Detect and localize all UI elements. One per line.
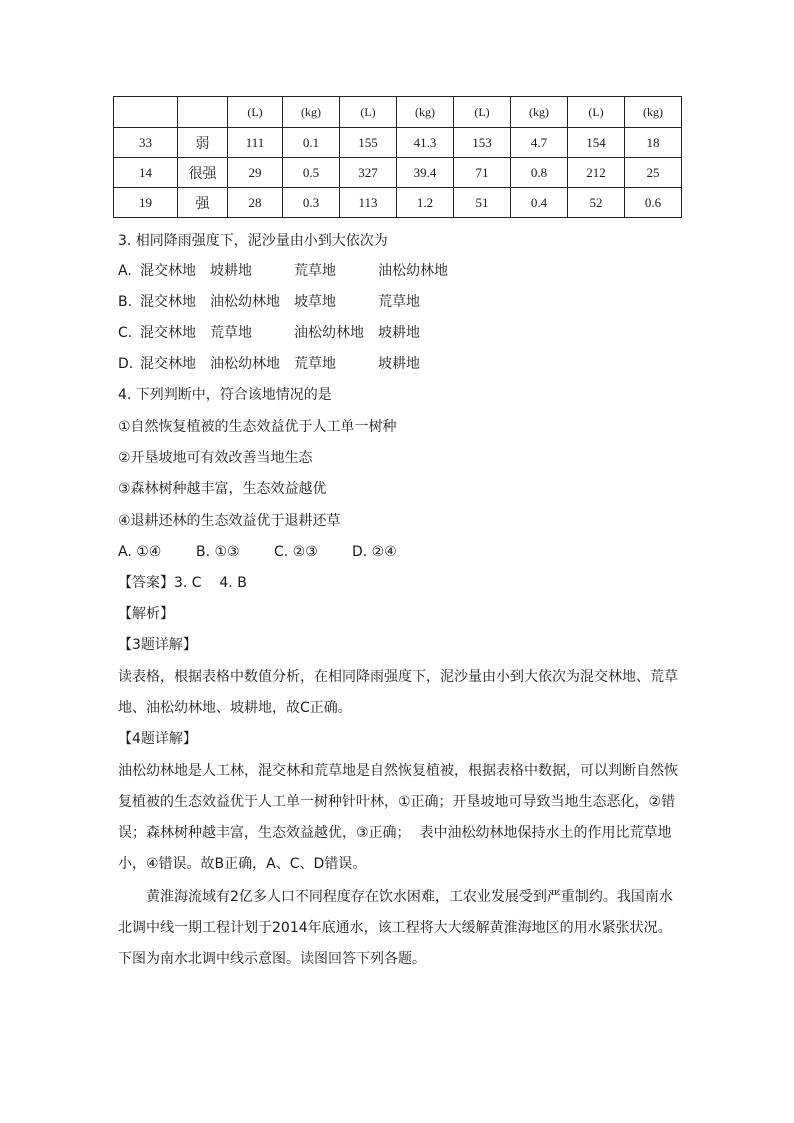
table-cell: 327 (340, 158, 397, 188)
option-item: 混交林地 (140, 263, 196, 279)
option-item: 荒草地 (378, 294, 420, 310)
answer-line: 【答案】3. C 4. B (118, 575, 247, 591)
option-item: 坡草地 (294, 294, 336, 310)
table-cell: 弱 (178, 128, 228, 158)
table-cell: 28 (228, 188, 283, 218)
question-4-statement: ①自然恢复植被的生态效益优于人工单一树种 (118, 419, 397, 435)
table-cell: 0.3 (283, 188, 340, 218)
runoff-sediment-table (113, 96, 682, 218)
option-item: 坡耕地 (378, 356, 420, 372)
table-cell: (kg) (397, 97, 454, 128)
text-line: 读表格，根据表格中数值分析，在相同降雨强度下，泥沙量由小到大依次为混交林地、荒草 (118, 669, 678, 685)
option-label: B. (118, 294, 133, 310)
option-item: D. ②④ (352, 544, 397, 560)
table-cell: 0.4 (511, 188, 568, 218)
table-cell: 很强 (178, 158, 228, 188)
table-cell: 52 (568, 188, 625, 218)
table-cell: (kg) (511, 97, 568, 128)
table-cell: 25 (625, 158, 682, 188)
text-line: 油松幼林地是人工林，混交林和荒草地是自然恢复植被，根据表格中数据，可以判断自然恢 (118, 763, 678, 779)
analysis-heading: 【解析】 (118, 606, 174, 622)
table-cell: 0.5 (283, 158, 340, 188)
option-item: 油松幼林地 (210, 356, 280, 372)
table-cell: 18 (625, 128, 682, 158)
table-cell: 155 (340, 128, 397, 158)
text-line: 下图为南水北调中线示意图。读图回答下列各题。 (118, 951, 426, 967)
table-cell: 0.8 (511, 158, 568, 188)
intro-paragraph (118, 882, 678, 975)
option-item: 混交林地 (140, 356, 196, 372)
option-item: 荒草地 (294, 356, 336, 372)
table-cell: 强 (178, 188, 228, 218)
option-item: 油松幼林地 (210, 294, 280, 310)
question-3-stem: 3. 相同降雨强度下，泥沙量由小到大依次为 (118, 233, 388, 249)
option-label: A. (118, 263, 132, 279)
table-cell: 154 (568, 128, 625, 158)
option-item: 坡耕地 (378, 325, 420, 341)
table-cell: 19 (114, 188, 178, 218)
question-4-statement: ②开垦坡地可有效改善当地生态 (118, 450, 313, 466)
option-item: 荒草地 (210, 325, 252, 341)
q3-detail-heading: 【3题详解】 (118, 637, 197, 653)
table-cell: 39.4 (397, 158, 454, 188)
text-line: 北调中线一期工程计划于2014年底通水，该工程将大大缓解黄淮海地区的用水紧张状况。 (118, 920, 672, 936)
option-item: 混交林地 (140, 325, 196, 341)
option-label: C. (118, 325, 133, 341)
q4-detail-heading: 【4题详解】 (118, 731, 197, 747)
table-cell: 212 (568, 158, 625, 188)
table-cell: (L) (340, 97, 397, 128)
text-line: 小，④错误。故B正确，A、C、D错误。 (118, 856, 367, 872)
table-row (114, 188, 682, 218)
option-item: 坡耕地 (210, 263, 252, 279)
table-cell: (kg) (283, 97, 340, 128)
table-cell: 14 (114, 158, 178, 188)
table-cell: 113 (340, 188, 397, 218)
q4-detail-text (118, 756, 678, 880)
table-unit-row (114, 97, 682, 128)
option-item: B. ①③ (196, 544, 240, 560)
option-item: 油松幼林地 (378, 263, 448, 279)
table-cell: (L) (454, 97, 511, 128)
text-line: 复植被的生态效益优于人工单一树种针叶林，①正确；开垦坡地可导致当地生态恶化，②错 (118, 794, 676, 810)
option-label: D. (118, 356, 134, 372)
option-item: 混交林地 (140, 294, 196, 310)
question-4-stem: 4. 下列判断中，符合该地情况的是 (118, 387, 332, 403)
table-cell: 33 (114, 128, 178, 158)
text-line: 误；森林树种越丰富，生态效益越优，③正确； 表中油松幼林地保持水土的作用比荒草地 (118, 825, 672, 841)
table-cell: (L) (568, 97, 625, 128)
table-cell: 0.1 (283, 128, 340, 158)
q3-detail-text (118, 662, 678, 724)
table-cell: 153 (454, 128, 511, 158)
option-item: A. ①④ (118, 544, 162, 560)
table-cell: (L) (228, 97, 283, 128)
table-cell: 0.6 (625, 188, 682, 218)
table-cell: 29 (228, 158, 283, 188)
text-line: 地、油松幼林地、坡耕地，故C正确。 (118, 700, 352, 716)
table-cell: 4.7 (511, 128, 568, 158)
option-item: 油松幼林地 (294, 325, 364, 341)
table-cell: 71 (454, 158, 511, 188)
option-item: 荒草地 (294, 263, 336, 279)
table-cell: 111 (228, 128, 283, 158)
table-cell: (kg) (625, 97, 682, 128)
question-4-statement: ④退耕还林的生态效益优于退耕还草 (118, 513, 341, 529)
option-item: C. ②③ (274, 544, 318, 560)
table-row (114, 128, 682, 158)
table-cell: 51 (454, 188, 511, 218)
table-row (114, 158, 682, 188)
table-cell (114, 97, 178, 128)
question-4-statement: ③森林树种越丰富，生态效益越优 (118, 481, 327, 497)
text-line: 黄淮海流域有2亿多人口不同程度存在饮水困难，工农业发展受到严重制约。我国南水 (146, 889, 673, 905)
table-cell: 1.2 (397, 188, 454, 218)
table-cell (178, 97, 228, 128)
table-cell: 41.3 (397, 128, 454, 158)
